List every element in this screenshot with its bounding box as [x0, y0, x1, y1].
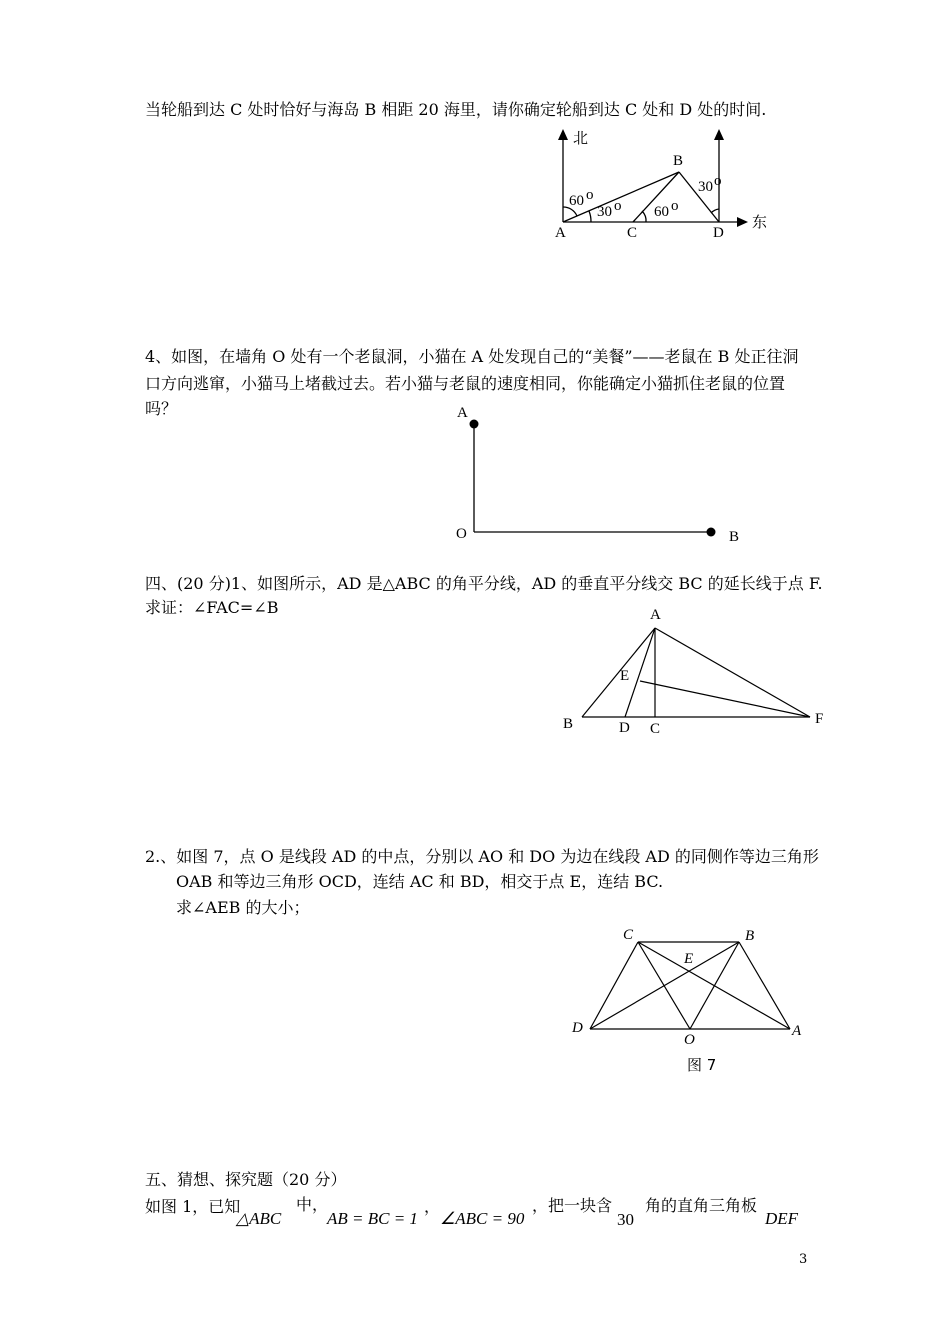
section5-deg30: 30	[617, 1210, 634, 1229]
deg-d30: o	[714, 173, 722, 189]
label-c: C	[627, 225, 638, 241]
arrow-north-a	[558, 129, 568, 140]
side-ab	[582, 628, 655, 717]
point-b-dot	[707, 528, 716, 537]
section4-line1: 四、(20 分)1、如图所示，AD 是△ABC 的角平分线，AD 的垂直平分线交 BC 的延长线于点 F.	[145, 574, 823, 593]
segment-db	[590, 942, 739, 1029]
figure-angle-bisector	[555, 600, 835, 740]
problem4-2-line2: OAB 和等边三角形 OCD，连结 AC 和 BD，相交于点 E，连结 BC.	[176, 872, 664, 891]
label-d: D	[572, 1020, 583, 1036]
section5-mid: 中，	[296, 1195, 329, 1214]
angle-d30: 30	[698, 179, 713, 195]
arrow-east	[737, 217, 748, 227]
figure-wall-corner	[445, 400, 755, 550]
label-a: A	[457, 405, 468, 421]
section5-def: DEF	[765, 1209, 799, 1228]
deg-a60: o	[586, 187, 594, 203]
label-b: B	[745, 928, 755, 944]
label-a: A	[792, 1023, 802, 1039]
section5-triangle-abc: △ABC	[236, 1209, 282, 1228]
arc-c60	[642, 211, 646, 222]
figure-7-caption: 图 7	[687, 1056, 717, 1074]
line-af	[655, 628, 810, 717]
angle-a60: 60	[569, 193, 584, 209]
section5-text2: ，把一块含	[532, 1196, 613, 1215]
section4-line2: 求证：∠FAC=∠B	[145, 598, 279, 617]
problem4-2-line1: 2.、如图 7，点 O 是线段 AD 的中点，分别以 AO 和 DO 为边在线段 AD 的同侧作等边三角形	[145, 847, 819, 866]
problem4-2-line3: 求∠AEB 的大小；	[176, 898, 310, 917]
point-a-dot	[470, 420, 479, 429]
angle-c60: 60	[654, 204, 669, 220]
section5-eq1: AB = BC = 1	[327, 1209, 418, 1228]
label-north: 北	[573, 129, 589, 147]
label-d: D	[619, 720, 630, 736]
label-e: E	[620, 668, 630, 684]
section5-comma: ，	[424, 1197, 441, 1216]
angle-a30: 30	[597, 204, 612, 220]
label-d: D	[713, 225, 724, 241]
arrow-north-d	[714, 129, 724, 140]
section5-eq2: ∠ABC = 90	[440, 1209, 525, 1228]
problem4-line3: 吗？	[145, 399, 178, 418]
label-o: O	[456, 526, 467, 542]
label-f: F	[815, 711, 824, 727]
figure-ship-bearing	[545, 125, 785, 245]
label-b: B	[563, 716, 574, 732]
problem3-tail-text: 当轮船到达 C 处时恰好与海岛 B 相距 20 海里，请你确定轮船到达 C 处和 D 处的时间.	[145, 100, 767, 119]
problem4-line2: 口方向逃窜，小猫马上堵截过去。若小猫与老鼠的速度相同，你能确定小猫抓住老鼠的位置	[145, 374, 786, 393]
problem4-line1: 4、如图，在墙角 O 处有一个老鼠洞，小猫在 A 处发现自己的“美餐”——老鼠在 B 处正往洞	[145, 347, 799, 366]
segment-ca	[638, 942, 790, 1029]
page-number: 3	[799, 1252, 808, 1267]
label-b: B	[673, 153, 684, 169]
label-c: C	[623, 927, 634, 943]
label-e: E	[684, 951, 694, 967]
label-a: A	[650, 607, 661, 623]
section5-lead: 如图 1，已知	[145, 1197, 241, 1216]
segment-ad	[625, 628, 655, 717]
arc-a30	[589, 211, 591, 222]
label-east: 东	[752, 213, 768, 231]
label-c: C	[650, 721, 661, 737]
label-o: O	[684, 1032, 695, 1048]
segment-ba	[739, 942, 790, 1029]
figure-7-equilateral	[565, 920, 815, 1080]
segment-ef	[640, 681, 810, 717]
section5-heading: 五、猜想、探究题（20 分）	[145, 1170, 347, 1189]
arc-d30	[711, 209, 719, 213]
label-b: B	[729, 529, 740, 545]
section5-text3: 角的直角三角板	[645, 1196, 758, 1215]
deg-a30: o	[614, 198, 622, 214]
deg-c60: o	[671, 198, 679, 214]
label-a: A	[555, 225, 566, 241]
segment-dc	[590, 942, 638, 1029]
